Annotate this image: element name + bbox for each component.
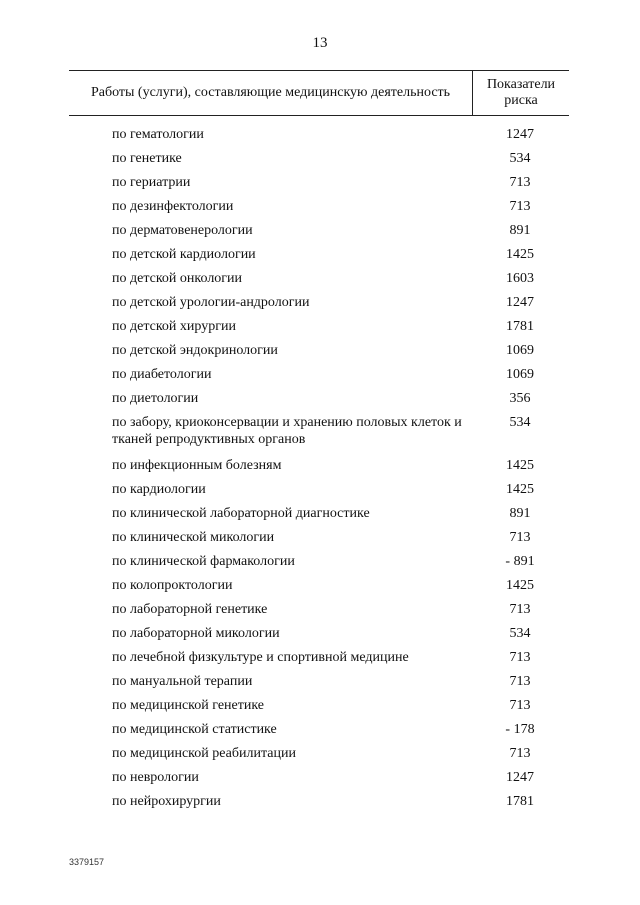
row-risk-value: - 891 [505, 554, 535, 569]
row-service-name: по детской онкологии [112, 271, 243, 286]
row-risk-value: 534 [509, 415, 531, 430]
row-risk-value: 1781 [506, 319, 534, 334]
table-row [0, 717, 640, 741]
row-service-name: по генетике [112, 151, 182, 166]
row-risk-value: 713 [509, 602, 531, 617]
header-risk-line1: Показатели [486, 77, 556, 92]
row-risk-value: 1425 [506, 247, 534, 262]
row-risk-value: 1247 [506, 127, 534, 142]
table-row [0, 386, 640, 410]
row-risk-value: 1069 [506, 367, 534, 382]
row-risk-value: 713 [509, 746, 531, 761]
row-service-name: по клинической фармакологии [112, 554, 295, 569]
row-service-name: по нейрохирургии [112, 794, 221, 809]
table-row [0, 549, 640, 573]
table-row [0, 170, 640, 194]
table-row [0, 693, 640, 717]
row-risk-value: 1425 [506, 578, 534, 593]
table-row [0, 338, 640, 362]
row-service-name: по неврологии [112, 770, 199, 785]
row-risk-value: 713 [509, 674, 531, 689]
table-row [0, 146, 640, 170]
row-service-name: по лечебной физкультуре и спортивной медицине [112, 650, 409, 665]
table-header [69, 70, 569, 116]
table-row [0, 362, 640, 386]
row-risk-value: 1603 [506, 271, 534, 286]
row-risk-value: 1781 [506, 794, 534, 809]
row-service-name: по диетологии [112, 391, 199, 406]
row-risk-value: 1247 [506, 295, 534, 310]
row-service-name: по диабетологии [112, 367, 212, 382]
table-row [0, 669, 640, 693]
row-risk-value: 534 [509, 626, 531, 641]
row-service-name: по мануальной терапии [112, 674, 253, 689]
row-service-name: по клинической лабораторной диагностике [112, 506, 370, 521]
table-row [0, 501, 640, 525]
page-number: 13 [312, 35, 328, 51]
table-row [0, 453, 640, 477]
row-service-name: по детской хирургии [112, 319, 236, 334]
row-service-name: по гематологии [112, 127, 204, 142]
table-row [0, 597, 640, 621]
row-service-name: по лабораторной генетике [112, 602, 268, 617]
row-service-name: по детской эндокринологии [112, 343, 278, 358]
row-service-name: по детской кардиологии [112, 247, 256, 262]
row-service-name: по детской урологии-андрологии [112, 295, 310, 310]
row-risk-value: 713 [509, 530, 531, 545]
row-risk-value: 891 [509, 506, 531, 521]
header-risk-column [473, 71, 569, 115]
row-risk-value: 1425 [506, 482, 534, 497]
row-service-name: по клинической микологии [112, 530, 275, 545]
table-row [0, 789, 640, 813]
row-risk-value: 713 [509, 650, 531, 665]
table-row [0, 266, 640, 290]
row-risk-value: - 178 [505, 722, 535, 737]
row-risk-value: 1247 [506, 770, 534, 785]
row-service-name: по дезинфектологии [112, 199, 234, 214]
row-service-name: по гериатрии [112, 175, 191, 190]
table-row [0, 122, 640, 146]
table-row [0, 621, 640, 645]
row-risk-value: 356 [509, 391, 531, 406]
row-risk-value: 1425 [506, 458, 534, 473]
table-row [0, 290, 640, 314]
table-row [0, 525, 640, 549]
row-risk-value: 891 [509, 223, 531, 238]
row-service-name: по колопроктологии [112, 578, 233, 593]
row-risk-value: 713 [509, 698, 531, 713]
table-body [0, 122, 640, 813]
row-risk-value: 534 [509, 151, 531, 166]
row-risk-value: 713 [509, 175, 531, 190]
row-service-name: по медицинской статистике [112, 722, 277, 737]
table-row [0, 477, 640, 501]
table-row [0, 765, 640, 789]
table-row [0, 194, 640, 218]
row-service-name: по лабораторной микологии [112, 626, 280, 641]
row-risk-value: 713 [509, 199, 531, 214]
row-service-name: по дерматовенерологии [112, 223, 253, 238]
row-service-name: по медицинской реабилитации [112, 746, 296, 761]
table-row [0, 314, 640, 338]
header-risk-line2: риска [504, 93, 538, 108]
row-service-name: по медицинской генетике [112, 698, 265, 713]
table-row [0, 573, 640, 597]
table-row [0, 410, 640, 453]
row-service-name: по кардиологии [112, 482, 206, 497]
table-row [0, 242, 640, 266]
row-service-name: по инфекционным болезням [112, 458, 282, 473]
document-id: 3379157 [69, 857, 105, 867]
table-row [0, 741, 640, 765]
header-name-column: Работы (услуги), составляющие медицинскую деятельность [69, 71, 473, 115]
row-risk-value: 1069 [506, 343, 534, 358]
row-service-name: по забору, криоконсервации и хранению половых клеток и тканей репродуктивных органов [112, 415, 462, 447]
table-row [0, 218, 640, 242]
table-row [0, 645, 640, 669]
